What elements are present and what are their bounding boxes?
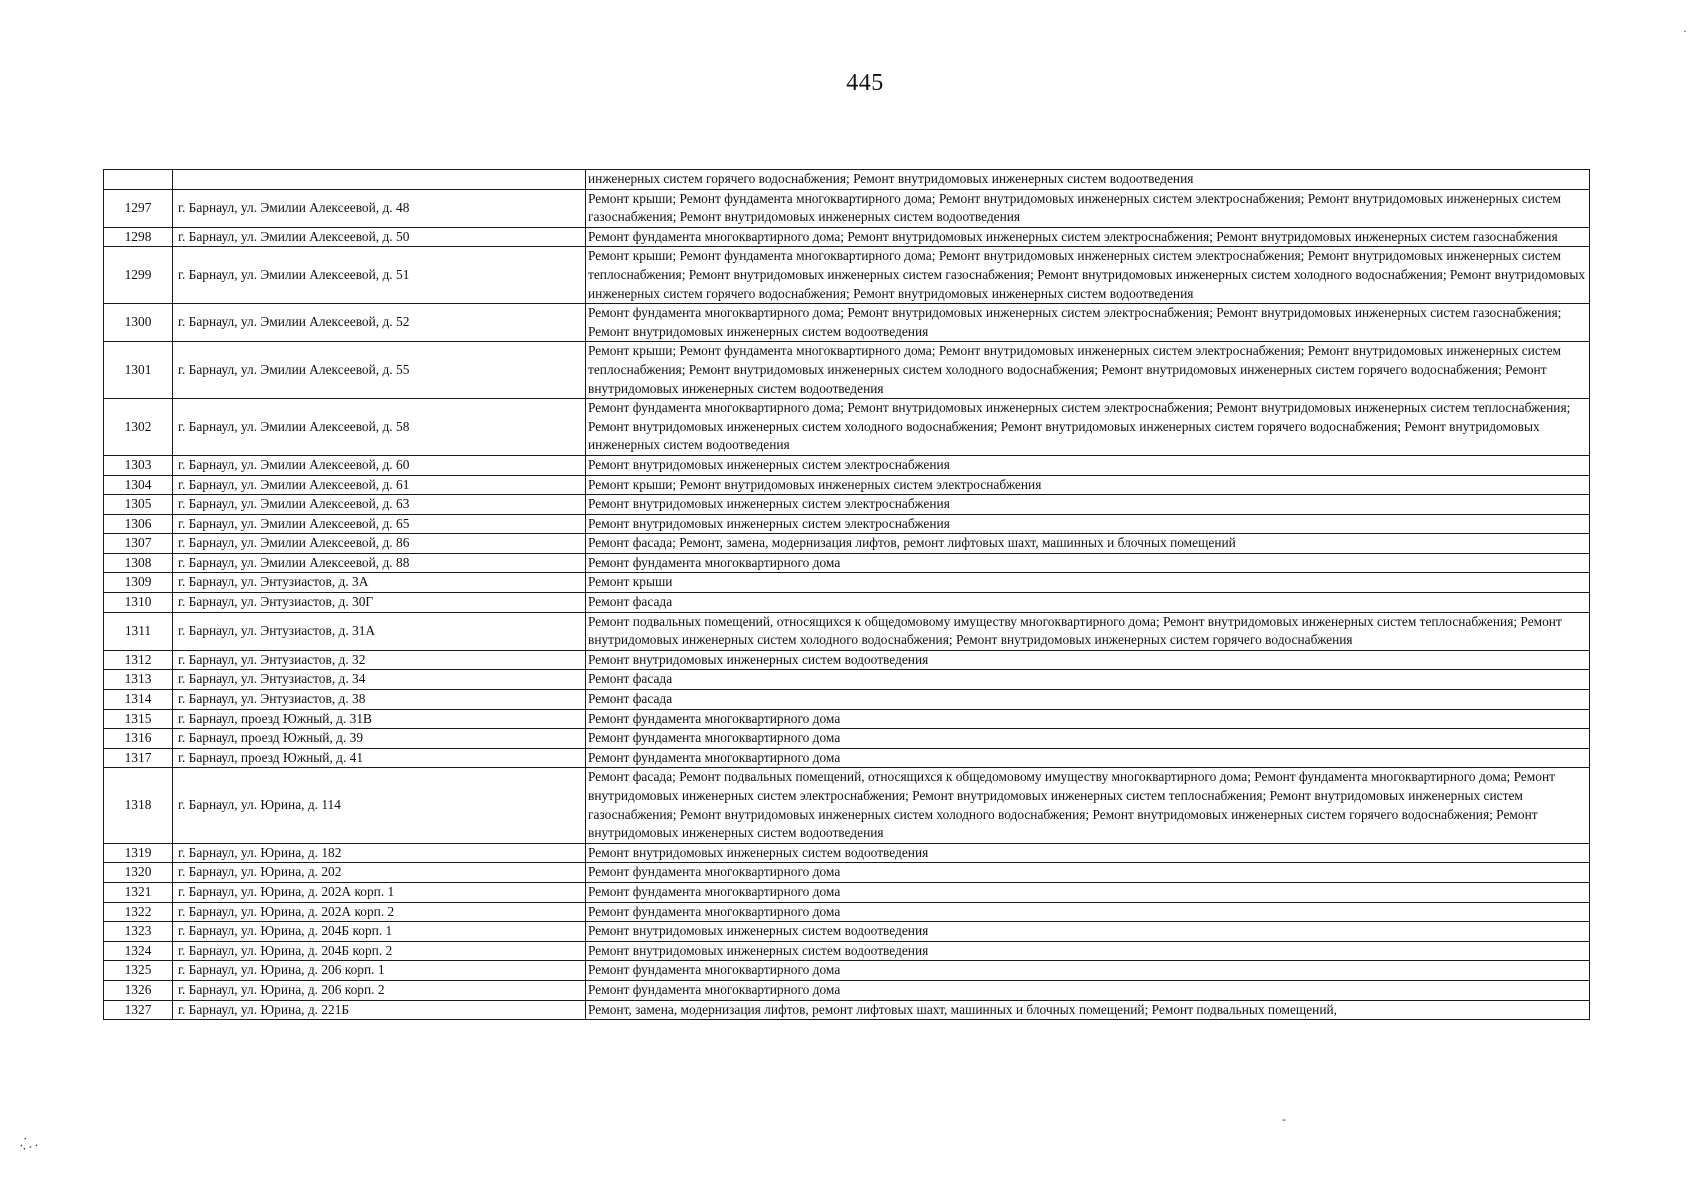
row-number-cell: 1304 <box>104 475 173 495</box>
works-cell: Ремонт крыши; Ремонт фундамента многоквартирного дома; Ремонт внутридомовых инженерных систем электроснабжения; Ремонт внутридомовых инженерных систем газоснабжения; Ремонт внутридомовых инженерных систем водоотведения <box>586 189 1590 227</box>
works-cell: Ремонт внутридомовых инженерных систем электроснабжения <box>586 514 1590 534</box>
row-number-cell: 1309 <box>104 573 173 593</box>
address-cell: г. Барнаул, ул. Эмилии Алексеевой, д. 51 <box>173 247 586 304</box>
table-row <box>104 514 1590 534</box>
works-cell: Ремонт крыши; Ремонт внутридомовых инженерных систем электроснабжения <box>586 475 1590 495</box>
row-number-cell: 1321 <box>104 882 173 902</box>
table-row <box>104 553 1590 573</box>
works-cell: Ремонт фасада; Ремонт, замена, модернизация лифтов, ремонт лифтовых шахт, машинных и блочных помещений <box>586 534 1590 554</box>
scan-mark: ⁚⋰ <box>17 1134 40 1157</box>
address-cell: г. Барнаул, ул. Юрина, д. 182 <box>173 843 586 863</box>
works-cell: Ремонт крыши <box>586 573 1590 593</box>
works-cell: Ремонт фундамента многоквартирного дома <box>586 882 1590 902</box>
works-cell: Ремонт внутридомовых инженерных систем водоотведения <box>586 843 1590 863</box>
works-cell: Ремонт фасада; Ремонт подвальных помещений, относящихся к общедомовому имуществу многоквартирного дома; Ремонт фундамента многоквартирного дома; Ремонт внутридомовых инженерных систем электроснабжения; Ремонт внутридомовых инженерных систем теплоснабжения; Ремонт внутридомовых инженерных систем газоснабжения; Ремонт внутридомовых инженерных систем холодного водоснабжения; Ремонт внутридомовых инженерных систем горячего водоснабжения; Ремонт внутридомовых инженерных систем водоотведения <box>586 768 1590 843</box>
address-cell: г. Барнаул, ул. Юрина, д. 206 корп. 2 <box>173 980 586 1000</box>
table-row <box>104 882 1590 902</box>
address-cell: г. Барнаул, ул. Энтузиастов, д. 31А <box>173 612 586 650</box>
address-cell: г. Барнаул, ул. Эмилии Алексеевой, д. 48 <box>173 189 586 227</box>
address-cell: г. Барнаул, ул. Эмилии Алексеевой, д. 52 <box>173 304 586 342</box>
row-number-cell: 1324 <box>104 941 173 961</box>
works-cell: Ремонт фундамента многоквартирного дома <box>586 709 1590 729</box>
row-number-cell: 1326 <box>104 980 173 1000</box>
works-cell: Ремонт фундамента многоквартирного дома <box>586 553 1590 573</box>
row-number-cell: 1299 <box>104 247 173 304</box>
table-row <box>104 342 1590 399</box>
table-row <box>104 170 1590 190</box>
address-cell: г. Барнаул, ул. Эмилии Алексеевой, д. 50 <box>173 227 586 247</box>
works-cell: Ремонт внутридомовых инженерных систем водоотведения <box>586 650 1590 670</box>
address-cell: г. Барнаул, ул. Энтузиастов, д. 34 <box>173 670 586 690</box>
table-row <box>104 247 1590 304</box>
row-number-cell: 1297 <box>104 189 173 227</box>
address-cell: г. Барнаул, проезд Южный, д. 39 <box>173 729 586 749</box>
table-row <box>104 941 1590 961</box>
address-cell: г. Барнаул, ул. Эмилии Алексеевой, д. 58 <box>173 399 586 456</box>
works-cell: Ремонт внутридомовых инженерных систем электроснабжения <box>586 455 1590 475</box>
table-row <box>104 980 1590 1000</box>
address-cell: г. Барнаул, ул. Юрина, д. 114 <box>173 768 586 843</box>
address-cell: г. Барнаул, ул. Юрина, д. 202А корп. 1 <box>173 882 586 902</box>
row-number-cell: 1323 <box>104 922 173 942</box>
address-cell: г. Барнаул, ул. Юрина, д. 202А корп. 2 <box>173 902 586 922</box>
address-cell: г. Барнаул, ул. Эмилии Алексеевой, д. 65 <box>173 514 586 534</box>
table-row <box>104 863 1590 883</box>
address-cell: г. Барнаул, ул. Юрина, д. 204Б корп. 1 <box>173 922 586 942</box>
table-row <box>104 650 1590 670</box>
address-cell: г. Барнаул, ул. Эмилии Алексеевой, д. 88 <box>173 553 586 573</box>
table-row <box>104 593 1590 613</box>
address-cell: г. Барнаул, проезд Южный, д. 31В <box>173 709 586 729</box>
row-number-cell: 1312 <box>104 650 173 670</box>
address-cell: г. Барнаул, ул. Юрина, д. 221Б <box>173 1000 586 1020</box>
table-row <box>104 495 1590 515</box>
table-row <box>104 455 1590 475</box>
works-cell: Ремонт фундамента многоквартирного дома; Ремонт внутридомовых инженерных систем электроснабжения; Ремонт внутридомовых инженерных систем теплоснабжения; Ремонт внутридомовых инженерных систем холодного водоснабжения; Ремонт внутридомовых инженерных систем горячего водоснабжения; Ремонт внутридомовых инженерных систем водоотведения <box>586 399 1590 456</box>
row-number-cell: 1313 <box>104 670 173 690</box>
table-row <box>104 670 1590 690</box>
works-cell: Ремонт фундамента многоквартирного дома <box>586 961 1590 981</box>
address-cell: г. Барнаул, ул. Энтузиастов, д. 38 <box>173 690 586 710</box>
address-cell: г. Барнаул, ул. Энтузиастов, д. 32 <box>173 650 586 670</box>
row-number-cell: 1308 <box>104 553 173 573</box>
row-number-cell: 1303 <box>104 455 173 475</box>
row-number-cell: 1300 <box>104 304 173 342</box>
works-cell: Ремонт, замена, модернизация лифтов, ремонт лифтовых шахт, машинных и блочных помещений; Ремонт подвальных помещений, <box>586 1000 1590 1020</box>
address-cell: г. Барнаул, ул. Энтузиастов, д. 30Г <box>173 593 586 613</box>
address-cell: г. Барнаул, ул. Энтузиастов, д. 3А <box>173 573 586 593</box>
row-number-cell <box>104 170 173 190</box>
row-number-cell: 1320 <box>104 863 173 883</box>
scan-speck: - <box>1282 1112 1286 1126</box>
address-cell: г. Барнаул, ул. Эмилии Алексеевой, д. 86 <box>173 534 586 554</box>
address-cell: г. Барнаул, ул. Юрина, д. 204Б корп. 2 <box>173 941 586 961</box>
row-number-cell: 1307 <box>104 534 173 554</box>
row-number-cell: 1314 <box>104 690 173 710</box>
works-cell: Ремонт фундамента многоквартирного дома <box>586 902 1590 922</box>
row-number-cell: 1327 <box>104 1000 173 1020</box>
row-number-cell: 1302 <box>104 399 173 456</box>
works-cell: Ремонт фундамента многоквартирного дома <box>586 748 1590 768</box>
address-cell: г. Барнаул, ул. Эмилии Алексеевой, д. 55 <box>173 342 586 399</box>
address-cell <box>173 170 586 190</box>
table-row <box>104 612 1590 650</box>
row-number-cell: 1305 <box>104 495 173 515</box>
address-cell: г. Барнаул, проезд Южный, д. 41 <box>173 748 586 768</box>
table-row <box>104 227 1590 247</box>
works-cell: Ремонт фасада <box>586 690 1590 710</box>
works-cell: инженерных систем горячего водоснабжения; Ремонт внутридомовых инженерных систем водоотведения <box>586 170 1590 190</box>
works-cell: Ремонт фундамента многоквартирного дома <box>586 980 1590 1000</box>
scan-speck: · <box>1683 24 1687 38</box>
table-row <box>104 304 1590 342</box>
table-row <box>104 902 1590 922</box>
table-row <box>104 729 1590 749</box>
table-row <box>104 189 1590 227</box>
table-row <box>104 961 1590 981</box>
works-cell: Ремонт внутридомовых инженерных систем водоотведения <box>586 922 1590 942</box>
table-row <box>104 475 1590 495</box>
row-number-cell: 1317 <box>104 748 173 768</box>
works-cell: Ремонт фундамента многоквартирного дома <box>586 729 1590 749</box>
address-cell: г. Барнаул, ул. Эмилии Алексеевой, д. 60 <box>173 455 586 475</box>
table-row <box>104 1000 1590 1020</box>
row-number-cell: 1315 <box>104 709 173 729</box>
row-number-cell: 1311 <box>104 612 173 650</box>
works-cell: Ремонт фундамента многоквартирного дома; Ремонт внутридомовых инженерных систем электроснабжения; Ремонт внутридомовых инженерных систем газоснабжения <box>586 227 1590 247</box>
works-cell: Ремонт фасада <box>586 593 1590 613</box>
works-cell: Ремонт подвальных помещений, относящихся к общедомовому имуществу многоквартирного дома; Ремонт внутридомовых инженерных систем теплоснабжения; Ремонт внутридомовых инженерных систем холодного водоснабжения; Ремонт внутридомовых инженерных систем горячего водоснабжения <box>586 612 1590 650</box>
table-row <box>104 768 1590 843</box>
page-number: 445 <box>846 70 884 96</box>
works-cell: Ремонт фундамента многоквартирного дома; Ремонт внутридомовых инженерных систем электроснабжения; Ремонт внутридомовых инженерных систем газоснабжения; Ремонт внутридомовых инженерных систем водоотведения <box>586 304 1590 342</box>
row-number-cell: 1316 <box>104 729 173 749</box>
row-number-cell: 1322 <box>104 902 173 922</box>
table-body <box>104 170 1590 1020</box>
repair-schedule-table <box>103 169 1590 1020</box>
row-number-cell: 1301 <box>104 342 173 399</box>
table-row <box>104 534 1590 554</box>
works-cell: Ремонт крыши; Ремонт фундамента многоквартирного дома; Ремонт внутридомовых инженерных систем электроснабжения; Ремонт внутридомовых инженерных систем теплоснабжения; Ремонт внутридомовых инженерных систем холодного водоснабжения; Ремонт внутридомовых инженерных систем горячего водоснабжения; Ремонт внутридомовых инженерных систем водоотведения <box>586 342 1590 399</box>
works-cell: Ремонт фундамента многоквартирного дома <box>586 863 1590 883</box>
row-number-cell: 1325 <box>104 961 173 981</box>
address-cell: г. Барнаул, ул. Эмилии Алексеевой, д. 63 <box>173 495 586 515</box>
address-cell: г. Барнаул, ул. Юрина, д. 206 корп. 1 <box>173 961 586 981</box>
address-cell: г. Барнаул, ул. Эмилии Алексеевой, д. 61 <box>173 475 586 495</box>
row-number-cell: 1306 <box>104 514 173 534</box>
table-row <box>104 748 1590 768</box>
table-row <box>104 573 1590 593</box>
works-cell: Ремонт фасада <box>586 670 1590 690</box>
table-row <box>104 709 1590 729</box>
row-number-cell: 1319 <box>104 843 173 863</box>
row-number-cell: 1310 <box>104 593 173 613</box>
address-cell: г. Барнаул, ул. Юрина, д. 202 <box>173 863 586 883</box>
works-cell: Ремонт крыши; Ремонт фундамента многоквартирного дома; Ремонт внутридомовых инженерных систем электроснабжения; Ремонт внутридомовых инженерных систем теплоснабжения; Ремонт внутридомовых инженерных систем газоснабжения; Ремонт внутридомовых инженерных систем холодного водоснабжения; Ремонт внутридомовых инженерных систем горячего водоснабжения; Ремонт внутридомовых инженерных систем водоотведения <box>586 247 1590 304</box>
works-cell: Ремонт внутридомовых инженерных систем электроснабжения <box>586 495 1590 515</box>
row-number-cell: 1298 <box>104 227 173 247</box>
row-number-cell: 1318 <box>104 768 173 843</box>
table-row <box>104 690 1590 710</box>
works-cell: Ремонт внутридомовых инженерных систем водоотведения <box>586 941 1590 961</box>
table-row <box>104 399 1590 456</box>
table-row <box>104 922 1590 942</box>
table-row <box>104 843 1590 863</box>
